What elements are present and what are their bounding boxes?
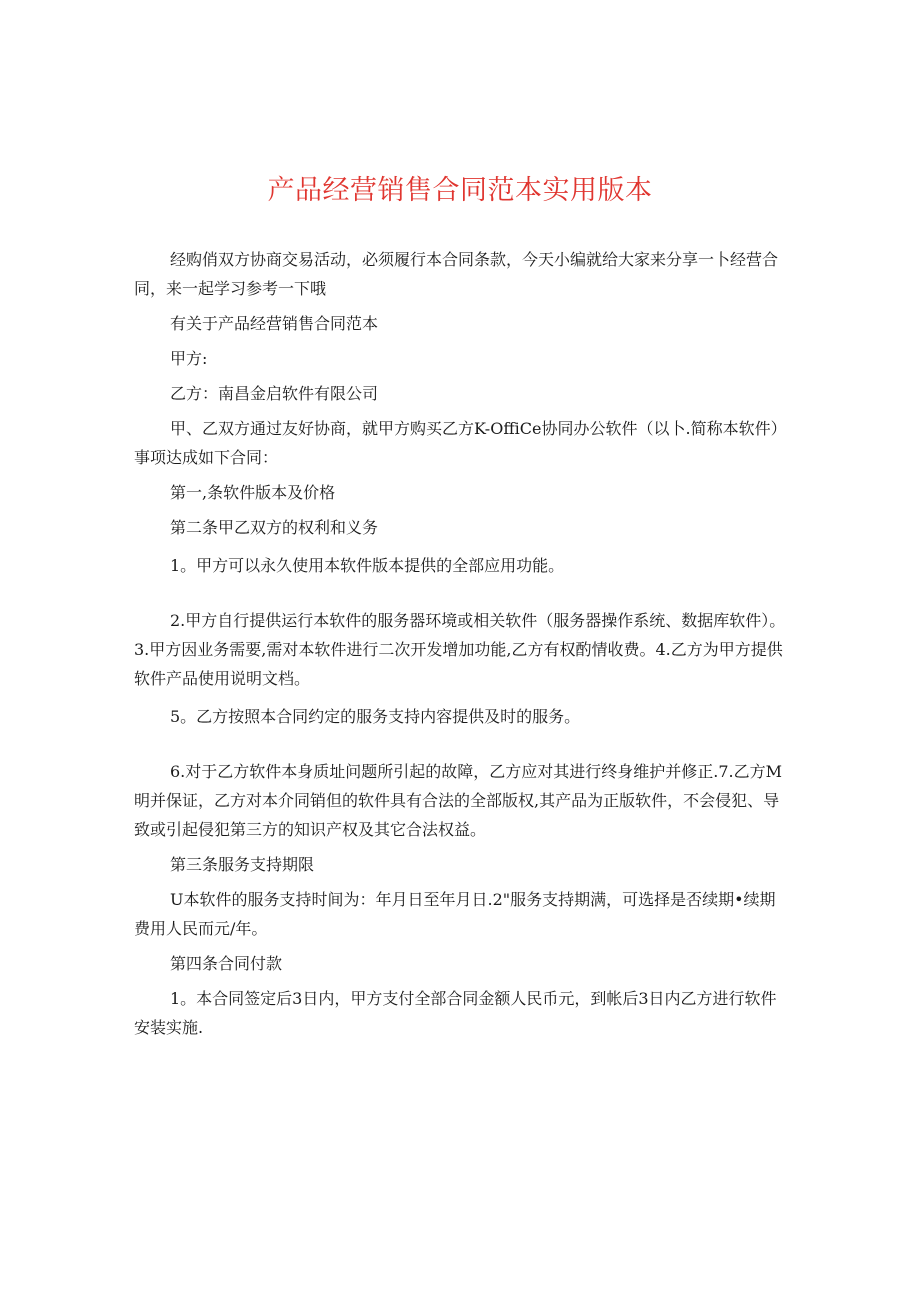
- document-body: [134, 245, 788, 1042]
- clause-paragraph: 6.对于乙方软件本身质址问题所引起的故障，乙方应对其进行终身维护并修正.7.乙方M明并保证，乙方对本介同销但的软件具有合法的全部版权,其产品为正版软件，不会侵犯、导致或引起侵犯第三方的知识产权及其它合法权益。: [134, 762, 783, 839]
- clause-paragraph: 2.甲方自行提供运行本软件的服务器环境或相关软件（服务器操作系统、数据库软件）。3.甲方因业务需要,需对本软件进行二次开发增加功能,乙方有权酌情收费。4.乙方为甲方提供软件产品使用说明文档。: [134, 611, 786, 688]
- clause-paragraph: U本软件的服务支持时间为：年月日至年月日.2"服务支持期满，可选择是否续期•续期费用人民而元/年。: [134, 890, 776, 938]
- article-1-heading: 第一,条软件版本及价格: [170, 483, 336, 502]
- article-3-heading: 第三条服务支持期限: [170, 855, 315, 874]
- article-2-heading: 第二条甲乙双方的权利和义务: [170, 518, 379, 537]
- intro-paragraph: 经购俏双方协商交易活动，必须履行本合同条款，今天小编就给大家来分享一卜经营合同，来一起学习参考一下哦: [134, 250, 779, 298]
- subtitle-paragraph: 有关于产品经营销售合同范本: [170, 314, 379, 333]
- clause-paragraph: 1。本合同签定后3日内，甲方支付全部合同金额人民币元，到帐后3日内乙方进行软件安装实施.: [134, 989, 777, 1037]
- party-a-line: 甲方:: [170, 349, 208, 368]
- article-4-heading: 第四条合同付款: [170, 954, 283, 973]
- agreement-paragraph: 甲、乙双方通过友好协商，就甲方购买乙方K-OffiCe协同办公软件（以卜.简称本软件）事项达成如下合同：: [134, 419, 787, 467]
- document-title: 产品经营销售合同范本实用版本: [267, 175, 653, 206]
- party-b-line: 乙方：南昌金启软件有限公司: [170, 384, 379, 403]
- clause-paragraph: 5。乙方按照本合同约定的服务支持内容提供及时的服务。: [170, 707, 581, 726]
- clause-paragraph: 1。甲方可以永久使用本软件版本提供的全部应用功能。: [170, 556, 565, 575]
